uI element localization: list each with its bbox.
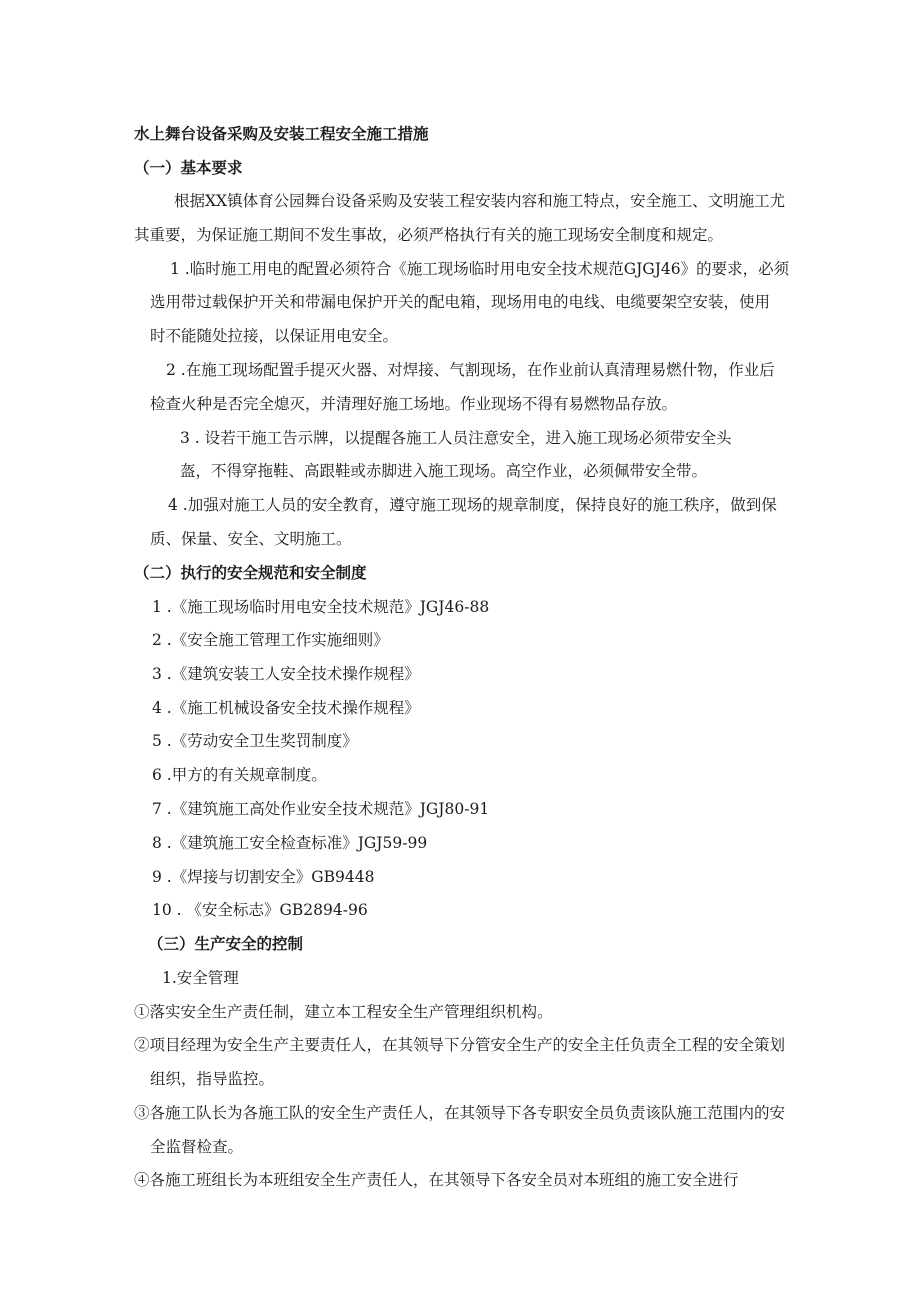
requirement-2-line-1: 2 .在施工现场配置手提灭火器、对焊接、气割现场，在作业前认真清理易燃什物，作业后 (166, 361, 775, 379)
standard-item-7: 7 .《建筑施工高处作业安全技术规范》JGJ80-91 (152, 800, 490, 818)
standard-item-6: 6 .甲方的有关规章制度。 (152, 766, 327, 784)
standard-item-2: 2 .《安全施工管理工作实施细则》 (152, 631, 389, 649)
standard-item-1: 1 .《施工现场临时用电安全技术规范》JGJ46-88 (152, 598, 490, 616)
section-1-intro-line-1: 根据XX镇体育公园舞台设备采购及安装工程安装内容和施工特点，安全施工、文明施工尤 (174, 192, 786, 210)
standard-item-9: 9 .《焊接与切割安全》GB9448 (152, 868, 375, 886)
control-item-2-line-2: 组织，指导监控。 (150, 1070, 275, 1088)
section-3-subheading: 1.安全管理 (162, 969, 239, 987)
requirement-1-line-3: 时不能随处拉接，以保证用电安全。 (150, 327, 399, 345)
standard-item-5: 5 .《劳动安全卫生奖罚制度》 (152, 732, 358, 750)
section-1-heading: （一）基本要求 (134, 159, 243, 177)
control-item-4-line-1: ④各施工班组长为本班组安全生产责任人，在其领导下各安全员对本班组的施工安全进行 (134, 1171, 739, 1189)
requirement-1-line-1: 1 .临时施工用电的配置必须符合《施工现场临时用电安全技术规范GJGJ46》的要求，必须 (170, 260, 790, 278)
requirement-4-line-1: 4 .加强对施工人员的安全教育，遵守施工现场的规章制度，保持良好的施工秩序，做到保 (168, 496, 777, 514)
section-2-heading: （二）执行的安全规范和安全制度 (134, 564, 367, 582)
control-item-1: ①落实安全生产责任制，建立本工程安全生产管理组织机构。 (134, 1003, 553, 1021)
requirement-4-line-2: 质、保量、安全、文明施工。 (150, 530, 352, 548)
requirement-2-line-2: 检查火种是否完全熄灭，并清理好施工场地。作业现场不得有易燃物品存放。 (150, 395, 678, 413)
standard-item-8: 8 .《建筑施工安全检查标准》JGJ59-99 (152, 834, 428, 852)
requirement-3-line-2: 盔，不得穿拖鞋、高跟鞋或赤脚进入施工现场。高空作业，必须佩带安全带。 (180, 462, 708, 480)
document-title: 水上舞台设备采购及安装工程安全施工措施 (134, 125, 429, 143)
standard-item-10: 10 . 《安全标志》GB2894-96 (152, 901, 368, 919)
standard-item-3: 3 .《建筑安装工人安全技术操作规程》 (152, 665, 420, 683)
standard-item-4: 4 .《施工机械设备安全技术操作规程》 (152, 699, 420, 717)
requirement-3-line-1: 3 . 设若干施工告示牌，以提醒各施工人员注意安全，进入施工现场必须带安全头 (180, 429, 732, 447)
control-item-2-line-1: ②项目经理为安全生产主要责任人，在其领导下分管安全生产的安全主任负责全工程的安全策划 (134, 1036, 786, 1054)
section-1-intro-line-2: 其重要，为保证施工期间不发生事故，必须严格执行有关的施工现场安全制度和规定。 (134, 226, 724, 244)
section-3-heading: （三）生产安全的控制 (148, 935, 304, 953)
control-item-3-line-1: ③各施工队长为各施工队的安全生产责任人，在其领导下各专职安全员负责该队施工范围内的安 (134, 1104, 786, 1122)
requirement-1-line-2: 选用带过载保护开关和带漏电保护开关的配电箱，现场用电的电线、电缆要架空安装，使用 (150, 293, 771, 311)
control-item-3-line-2: 全监督检查。 (150, 1138, 244, 1156)
